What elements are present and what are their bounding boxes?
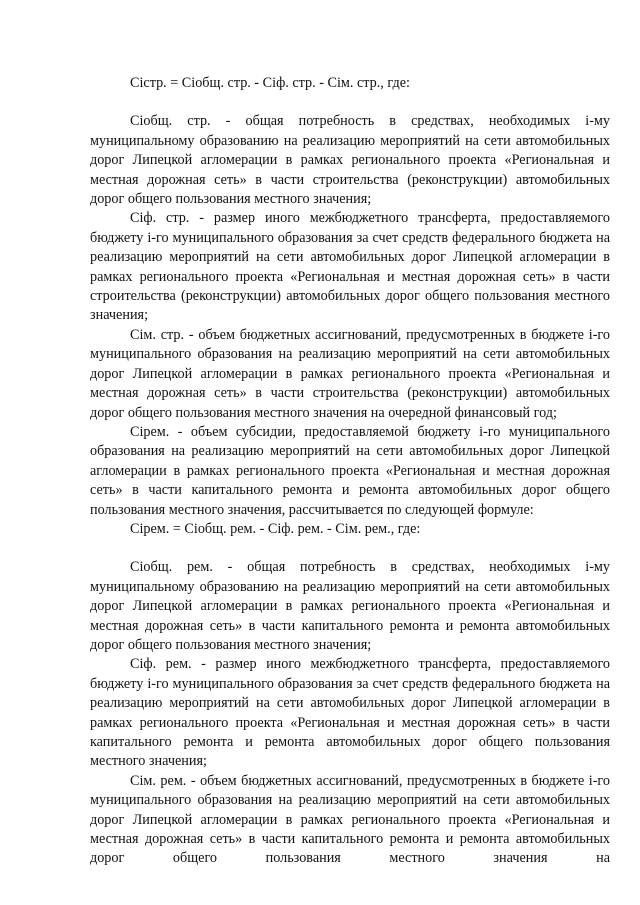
formula-repair: Сірем. = Сіобщ. рем. - Сіф. рем. - Сім. рем., где:: [130, 520, 421, 537]
definition-total-repair: Сіобщ. рем. - общая потребность в средствах, необходимых і-му муниципальному образованию на реализацию мероприятий на сети автомобильных дорог Липецкой агломерации в рамках регионального проекта «Региональная и местная дорожная сеть» в части капитального ремонта и ремонта автомобильных дорог общего пользования местного значения;: [90, 559, 610, 653]
document-body: [90, 74, 610, 869]
definition-federal-repair: Сіф. рем. - размер иного межбюджетного трансферта, предоставляемого бюджету і-го муниципального образования за счет средств федерального бюджета на реализацию мероприятий на сети автомобильных дорог Липецкой агломерации в рамках регионального проекта «Региональная и местная дорожная сеть» в части капитального ремонта и ремонта автомобильных дорог общего пользования местного значения;: [90, 656, 610, 770]
definition-municipal-repair: Сім. рем. - объем бюджетных ассигнований, предусмотренных в бюджете і-го муниципального образования на реализацию мероприятий на сети автомобильных дорог Липецкой агломерации в рамках регионального проекта «Региональная и местная дорожная сеть» в части капитального ремонта и ремонта автомобильных дорог общего пользования местного значения на: [90, 772, 610, 867]
definition-total-construction: Сіобщ. стр. - общая потребность в средствах, необходимых і-му муниципальному образованию на реализацию мероприятий на сети автомобильных дорог Липецкой агломерации в рамках регионального проекта «Региональная и местная дорожная сеть» в части строительства (реконструкции) автомобильных дорог общего пользования местного значения;: [90, 113, 610, 208]
formula-construction: Сіcтр. = Сіобщ. стр. - Сіф. стр. - Сім. стр., где:: [130, 75, 410, 91]
definition-subsidy-repair: Сірем. - объем субсидии, предоставляемой бюджету і-го муниципального образования на реализацию мероприятий на сети автомобильных дорог Липецкой агломерации в рамках регионального проекта «Региональная и местная дорожная сеть» в части капитального ремонта и ремонта автомобильных дорог общего пользования местного значения, рассчитывается по следующей формуле:: [90, 423, 610, 518]
definition-federal-construction: Сіф. стр. - размер иного межбюджетного трансферта, предоставляемого бюджету і-го муниципального образования за счет средств федерального бюджета на реализацию мероприятий на сети автомобильных дорог Липецкой агломерации в рамках регионального проекта «Региональная и местная дорожная сеть» в части строительства (реконструкции) автомобильных дорог общего пользования местного значения;: [90, 210, 610, 324]
definition-municipal-construction: Сім. стр. - объем бюджетных ассигнований, предусмотренных в бюджете і-го муниципального образования на реализацию мероприятий на сети автомобильных дорог Липецкой агломерации в рамках регионального проекта «Региональная и местная дорожная сеть» в части строительства (реконструкции) автомобильных дорог общего пользования местного значения на очередной финансовый год;: [90, 326, 610, 421]
